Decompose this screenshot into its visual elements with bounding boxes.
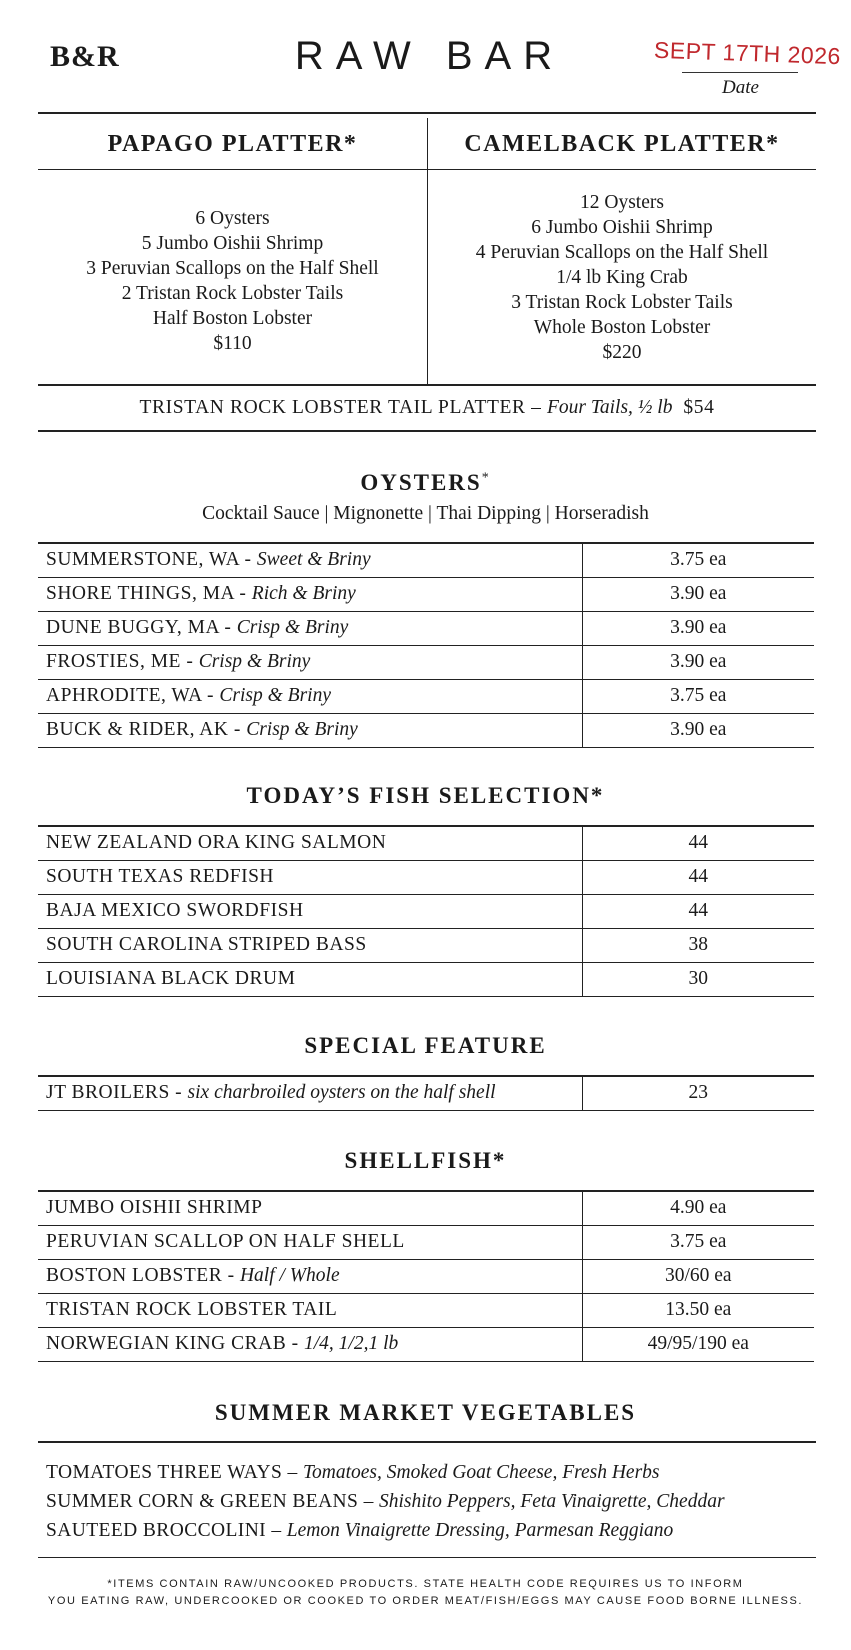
item-price: 3.75 ea [582, 679, 814, 713]
table-row [38, 1225, 814, 1259]
item-desc: six charbroiled oysters on the half shell [187, 1082, 496, 1104]
item-name: TRISTAN ROCK LOBSTER TAIL [38, 1293, 582, 1327]
platter-price: $110 [213, 333, 252, 354]
platter-item: 3 Peruvian Scallops on the Half Shell [86, 258, 379, 279]
item-price: 44 [582, 894, 814, 928]
health-disclaimer [0, 1576, 851, 1610]
list-item: SAUTEED BROCCOLINI – Lemon Vinaigrette Dressing, Parmesan Reggiano [46, 1520, 674, 1541]
disclaimer-line: *ITEMS CONTAIN RAW/UNCOOKED PRODUCTS. STATE HEALTH CODE REQUIRES US TO INFORM [107, 1578, 744, 1590]
platter-item: Whole Boston Lobster [533, 317, 711, 338]
divider-tristan [38, 430, 816, 432]
table-row [38, 826, 814, 860]
shellfish-table [38, 1190, 814, 1362]
tristan-platter-desc: Four Tails, ½ lb [546, 397, 673, 418]
item-desc: Crisp & Briny [198, 651, 311, 672]
item-title: APHRODITE, WA [46, 685, 202, 706]
platter-item: 3 Tristan Rock Lobster Tails [511, 292, 733, 313]
table-row [38, 611, 814, 645]
table-row [38, 928, 814, 962]
table-row [38, 1327, 814, 1361]
section-title-vegetables: SUMMER MARKET VEGETABLES [214, 1400, 637, 1425]
item-desc: 1/4, 1/2,1 lb [304, 1333, 399, 1354]
table-row [38, 1076, 814, 1110]
item-price: 3.90 ea [582, 645, 814, 679]
item-title: JT BROILERS [46, 1082, 170, 1104]
platter-title: PAPAGO PLATTER* [38, 118, 427, 170]
platter-item: 4 Peruvian Scallops on the Half Shell [475, 242, 769, 263]
platter-items [38, 170, 427, 356]
item-name: SHORE THINGS, MA - Rich & Briny [38, 577, 582, 611]
item-price: 4.90 ea [582, 1191, 814, 1225]
restaurant-logo: B&R [50, 40, 120, 73]
platter-item: 6 Jumbo Oishii Shrimp [531, 217, 713, 238]
table-row [38, 894, 814, 928]
oysters-table [38, 542, 814, 748]
list-item: TOMATOES THREE WAYS – Tomatoes, Smoked Goat Cheese, Fresh Herbs [46, 1462, 660, 1483]
platter-price: $220 [602, 342, 642, 363]
item-name: DUNE BUGGY, MA - Crisp & Briny [38, 611, 582, 645]
item-desc: Crisp & Briny [246, 719, 358, 740]
item-name: NORWEGIAN KING CRAB - 1/4, 1/2,1 lb [38, 1327, 582, 1361]
item-price: 3.90 ea [582, 611, 814, 645]
date-underline [682, 72, 798, 73]
item-name: BOSTON LOBSTER - Half / Whole [38, 1259, 582, 1293]
item-price: 3.75 ea [582, 543, 814, 577]
item-price: 3.75 ea [582, 1225, 814, 1259]
item-title: FROSTIES, ME [46, 651, 181, 672]
item-name: BUCK & RIDER, AK - Crisp & Briny [38, 713, 582, 747]
item-price: 23 [582, 1076, 814, 1110]
item-title: SHORE THINGS, MA [46, 583, 235, 604]
disclaimer-line: YOU EATING RAW, UNDERCOOKED OR COOKED TO ORDER MEAT/FISH/EGGS MAY CAUSE FOOD BORNE ILLNESS. [47, 1595, 804, 1607]
platter-items [428, 170, 816, 365]
table-row [38, 577, 814, 611]
table-row [38, 645, 814, 679]
item-name: SOUTH TEXAS REDFISH [38, 860, 582, 894]
section-title-fish: TODAY’S FISH SELECTION* [246, 783, 605, 808]
item-price: 13.50 ea [582, 1293, 814, 1327]
divider-top [38, 112, 816, 114]
platters-section [38, 118, 816, 384]
item-name: SUMMERSTONE, WA - Sweet & Briny [38, 543, 582, 577]
item-price: 44 [582, 860, 814, 894]
platter-item: 12 Oysters [580, 192, 664, 213]
date-label: Date [722, 77, 759, 98]
platter-papago [38, 118, 427, 384]
item-name: APHRODITE, WA - Crisp & Briny [38, 679, 582, 713]
platter-item: 2 Tristan Rock Lobster Tails [121, 283, 344, 304]
table-row [38, 1259, 814, 1293]
item-name: SOUTH CAROLINA STRIPED BASS [38, 928, 582, 962]
table-row [38, 679, 814, 713]
item-price: 44 [582, 826, 814, 860]
item-name: BAJA MEXICO SWORDFISH [38, 894, 582, 928]
item-title: BOSTON LOBSTER [46, 1265, 223, 1286]
item-desc: Sweet & Briny [256, 549, 371, 571]
platter-item: 5 Jumbo Oishii Shrimp [141, 233, 324, 254]
item-name: PERUVIAN SCALLOP ON HALF SHELL [38, 1225, 582, 1259]
tristan-platter-dash: – [525, 397, 547, 418]
special-table [38, 1075, 814, 1111]
divider-vegetables-top [38, 1441, 816, 1443]
item-title: TOMATOES THREE WAYS [46, 1462, 283, 1483]
item-name: NEW ZEALAND ORA KING SALMON [38, 826, 582, 860]
item-name: JT BROILERS - six charbroiled oysters on the half shell [38, 1076, 582, 1110]
item-desc: Crisp & Briny [236, 617, 349, 638]
item-price: 30 [582, 962, 814, 996]
item-price: 38 [582, 928, 814, 962]
platter-item: 6 Oysters [195, 208, 270, 229]
platter-item: 1/4 lb King Crab [556, 267, 688, 288]
item-price: 3.90 ea [582, 713, 814, 747]
fish-table [38, 825, 814, 997]
item-title: DUNE BUGGY, MA [46, 617, 219, 638]
table-row [38, 1191, 814, 1225]
section-title-shellfish: SHELLFISH* [344, 1148, 507, 1173]
oysters-sauces: Cocktail Sauce | Mignonette | Thai Dipping | Horseradish [202, 503, 649, 524]
divider-vegetables-bottom [38, 1557, 816, 1558]
item-name: LOUISIANA BLACK DRUM [38, 962, 582, 996]
vegetables-list [46, 1458, 725, 1545]
item-price: 30/60 ea [582, 1259, 814, 1293]
table-row [38, 713, 814, 747]
item-desc: Lemon Vinaigrette Dressing, Parmesan Reggiano [286, 1520, 674, 1541]
item-desc: Crisp & Briny [219, 685, 331, 706]
table-row [38, 543, 814, 577]
item-name: FROSTIES, ME - Crisp & Briny [38, 645, 582, 679]
item-desc: Shishito Peppers, Feta Vinaigrette, Cheddar [379, 1491, 725, 1512]
item-desc: Tomatoes, Smoked Goat Cheese, Fresh Herbs [302, 1462, 660, 1483]
table-row [38, 1293, 814, 1327]
table-row [38, 860, 814, 894]
platter-item: Half Boston Lobster [152, 308, 313, 329]
item-title: SUMMER CORN & GREEN BEANS [46, 1491, 359, 1512]
platter-title: CAMELBACK PLATTER* [428, 118, 816, 170]
date-stamp: SEPT 17TH 2026 [653, 36, 842, 70]
item-title: BUCK & RIDER, AK [46, 719, 229, 740]
item-title: SAUTEED BROCCOLINI [46, 1520, 267, 1541]
tristan-platter-price: $54 [683, 397, 715, 418]
table-row [38, 962, 814, 996]
item-name: JUMBO OISHII SHRIMP [38, 1191, 582, 1225]
item-desc: Rich & Briny [251, 583, 356, 604]
item-title: SUMMERSTONE, WA [46, 549, 240, 571]
tristan-platter [38, 386, 816, 430]
platter-camelback [427, 118, 816, 384]
oysters-title-mark: * [481, 470, 491, 486]
tristan-platter-name: TRISTAN ROCK LOBSTER TAIL PLATTER [139, 397, 526, 418]
menu-header [0, 0, 851, 120]
list-item: SUMMER CORN & GREEN BEANS – Shishito Peppers, Feta Vinaigrette, Cheddar [46, 1491, 725, 1512]
item-price: 49/95/190 ea [582, 1327, 814, 1361]
item-title: NORWEGIAN KING CRAB [46, 1333, 287, 1354]
item-price: 3.90 ea [582, 577, 814, 611]
item-desc: Half / Whole [239, 1265, 340, 1286]
oysters-title-text: OYSTERS [360, 470, 482, 495]
section-title-oysters [0, 470, 851, 496]
section-title-special: SPECIAL FEATURE [304, 1033, 547, 1058]
page-title: RAW BAR [294, 34, 565, 78]
